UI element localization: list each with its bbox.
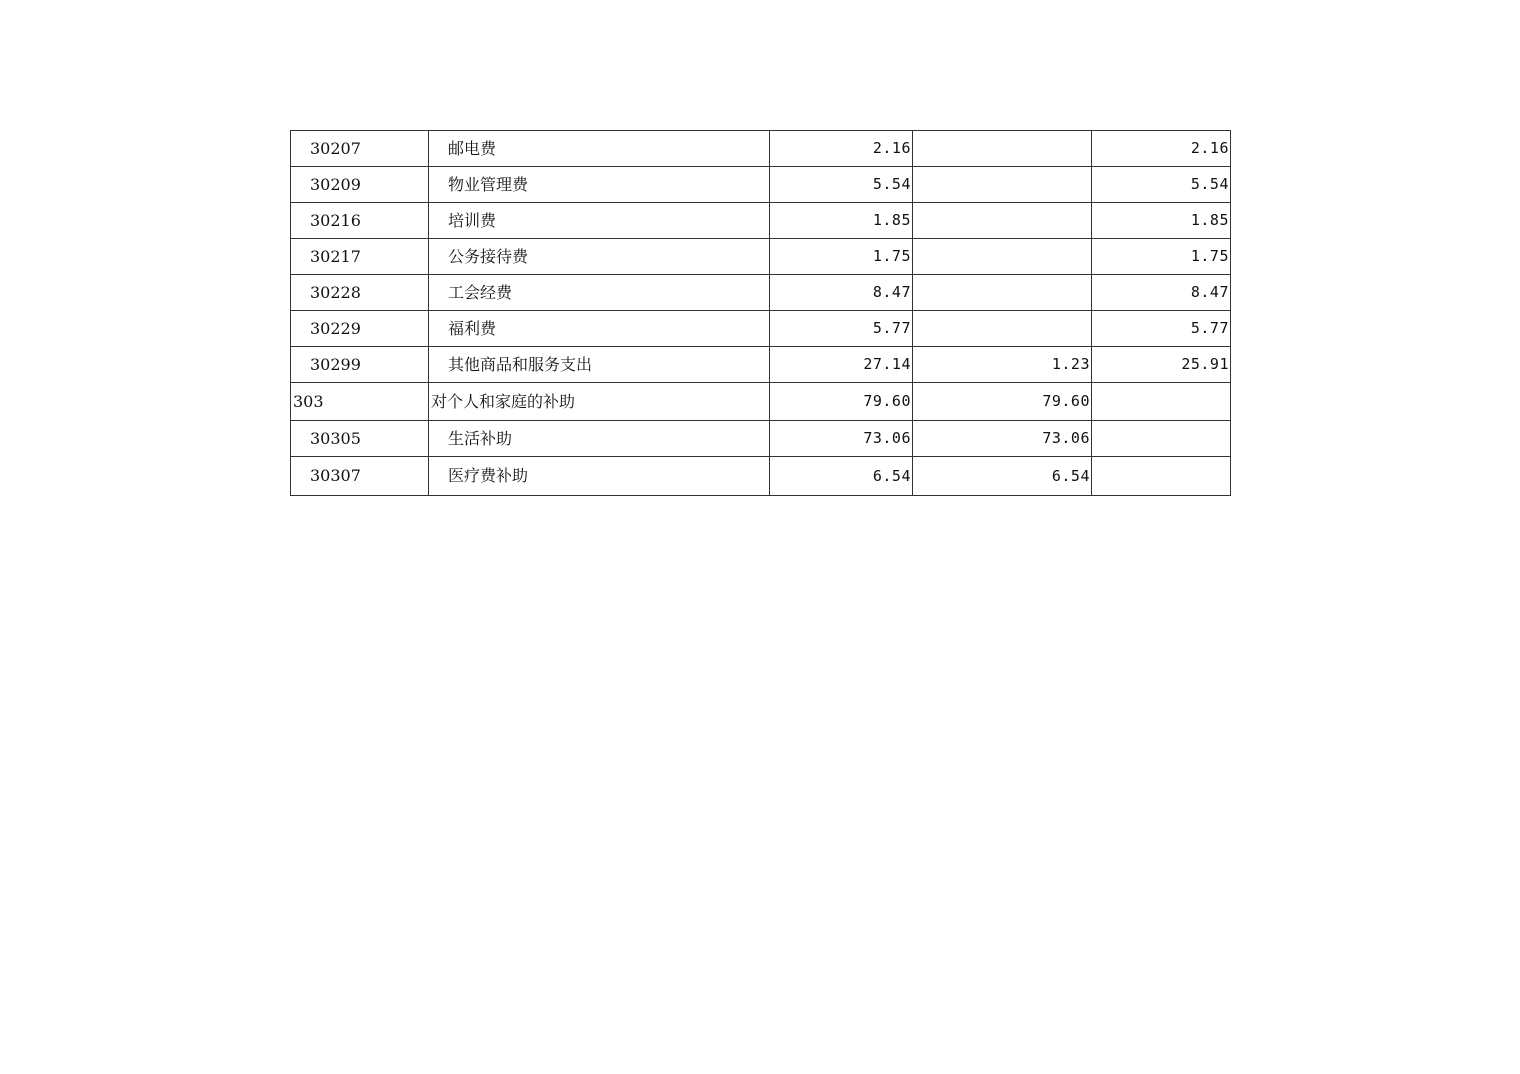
row-code: 30299 — [291, 347, 429, 383]
row-code: 30207 — [291, 131, 429, 167]
table-row — [291, 347, 1231, 383]
row-total: 1.85 — [770, 203, 913, 239]
row-name: 福利费 — [429, 311, 770, 347]
row-name: 工会经费 — [429, 275, 770, 311]
row-name: 生活补助 — [429, 421, 770, 457]
row-total: 5.54 — [770, 167, 913, 203]
row-code: 30217 — [291, 239, 429, 275]
row-name: 其他商品和服务支出 — [429, 347, 770, 383]
row-project: 5.77 — [1092, 311, 1231, 347]
row-name: 医疗费补助 — [429, 457, 770, 496]
table-row — [291, 421, 1231, 457]
row-basic: 73.06 — [913, 421, 1092, 457]
row-project: 8.47 — [1092, 275, 1231, 311]
row-name: 对个人和家庭的补助 — [429, 383, 770, 421]
row-basic: 6.54 — [913, 457, 1092, 496]
table-row — [291, 311, 1231, 347]
expenditure-table-page — [290, 130, 1230, 496]
row-code: 30307 — [291, 457, 429, 496]
row-project: 1.75 — [1092, 239, 1231, 275]
table-row — [291, 457, 1231, 496]
table-row — [291, 275, 1231, 311]
row-total: 8.47 — [770, 275, 913, 311]
row-project — [1092, 457, 1231, 496]
row-project: 1.85 — [1092, 203, 1231, 239]
row-basic — [913, 275, 1092, 311]
row-code: 303 — [291, 383, 429, 421]
row-code: 30209 — [291, 167, 429, 203]
row-basic — [913, 311, 1092, 347]
table-row — [291, 203, 1231, 239]
table-row — [291, 131, 1231, 167]
row-total: 2.16 — [770, 131, 913, 167]
table-row — [291, 239, 1231, 275]
row-project: 25.91 — [1092, 347, 1231, 383]
row-code: 30305 — [291, 421, 429, 457]
row-project — [1092, 421, 1231, 457]
row-name: 公务接待费 — [429, 239, 770, 275]
row-basic: 79.60 — [913, 383, 1092, 421]
row-basic — [913, 131, 1092, 167]
row-total: 6.54 — [770, 457, 913, 496]
row-total: 27.14 — [770, 347, 913, 383]
row-name: 培训费 — [429, 203, 770, 239]
row-project: 5.54 — [1092, 167, 1231, 203]
table-row — [291, 167, 1231, 203]
row-total: 79.60 — [770, 383, 913, 421]
row-code: 30216 — [291, 203, 429, 239]
row-basic — [913, 239, 1092, 275]
row-project — [1092, 383, 1231, 421]
row-total: 5.77 — [770, 311, 913, 347]
row-name: 物业管理费 — [429, 167, 770, 203]
row-basic: 1.23 — [913, 347, 1092, 383]
row-basic — [913, 203, 1092, 239]
row-code: 30228 — [291, 275, 429, 311]
row-code: 30229 — [291, 311, 429, 347]
row-total: 73.06 — [770, 421, 913, 457]
row-project: 2.16 — [1092, 131, 1231, 167]
table-row-category — [291, 383, 1231, 421]
row-name: 邮电费 — [429, 131, 770, 167]
expenditure-table — [290, 130, 1231, 496]
row-basic — [913, 167, 1092, 203]
row-total: 1.75 — [770, 239, 913, 275]
